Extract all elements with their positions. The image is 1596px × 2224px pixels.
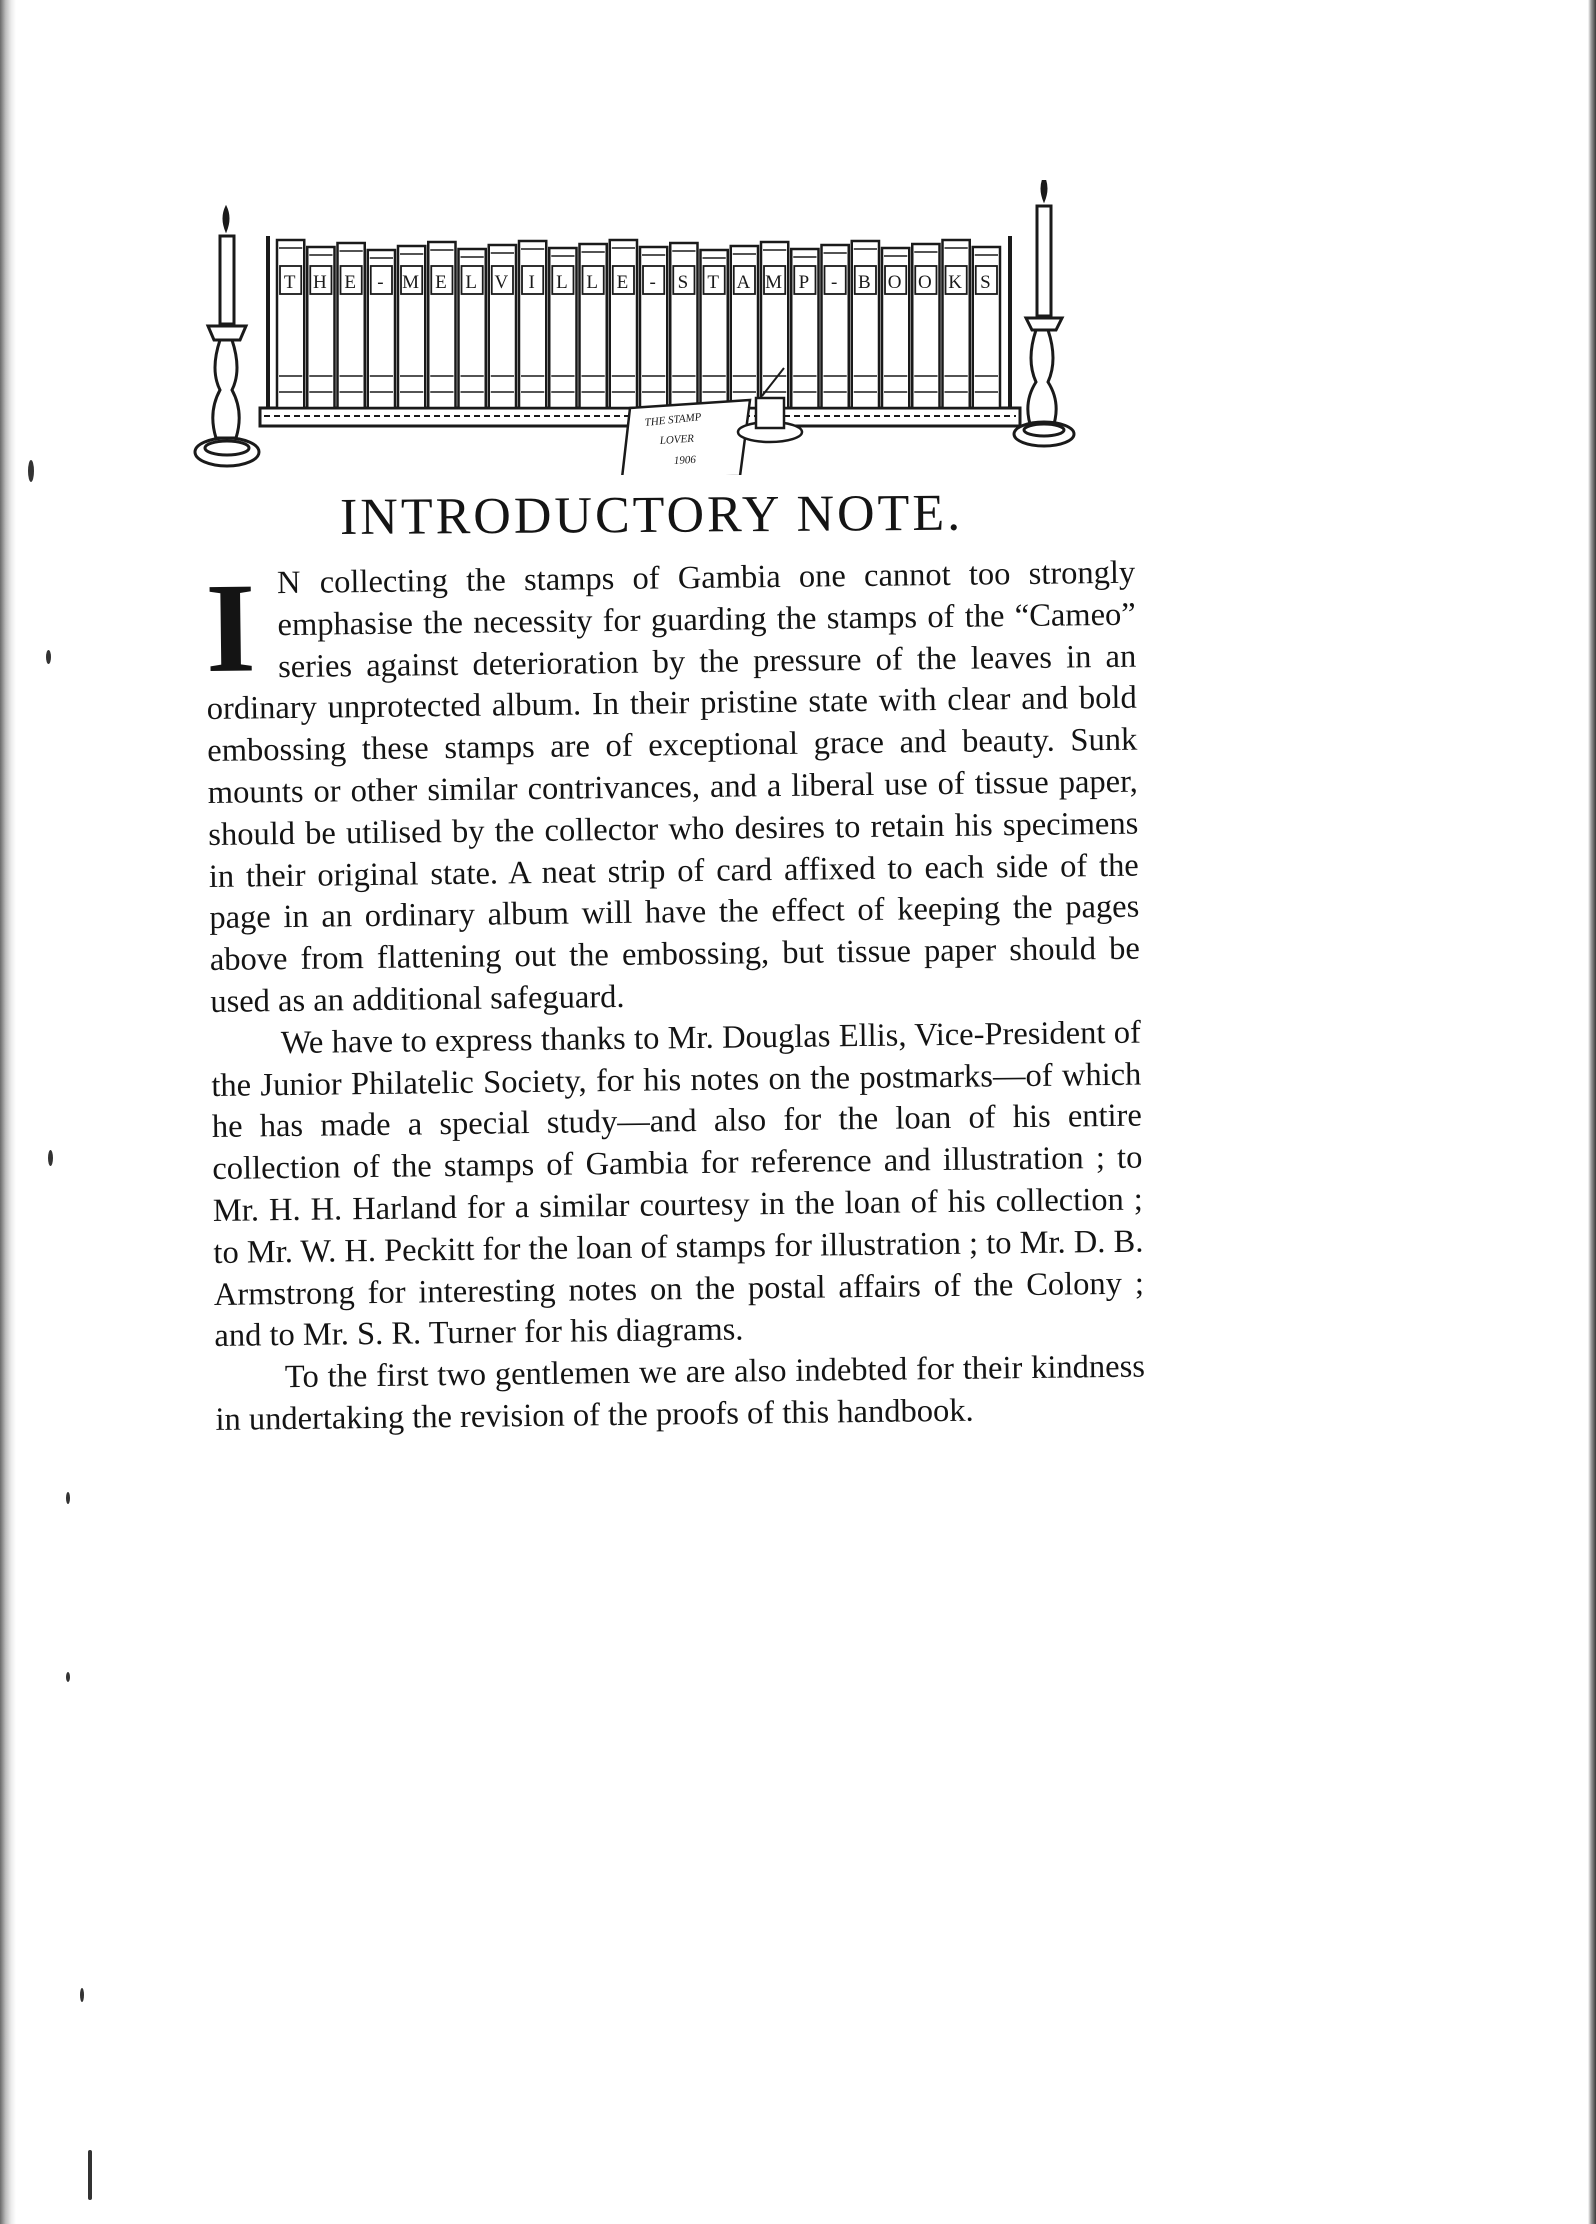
paragraph-1-text: collecting the stamps of Gambia one cannot too strongly emphasise the necessity for guarding the stamps of the “Cameo” series against deterioration by the pressure of the leaves in an ordinary unprotected album. In their pristine state with clear and bold embossing these stamps are of exceptional grace and beauty. Sunk mounts or other similar contrivances, and a liberal use of tissue paper, should be utilised by the collector who desires to retain his specimens in their original state. A neat strip of card affixed to each side of the page in an ordinary album will have the effect of keeping the pages above from flattening out the embossing, but tissue paper should be used as an additional safeguard. [206, 554, 1140, 1020]
spine-letter: V [494, 272, 509, 293]
scan-speck [80, 1988, 84, 2002]
spine-letter: - [377, 272, 384, 293]
scan-speck [28, 460, 34, 482]
scan-speck [66, 1672, 70, 1682]
scan-speck [46, 650, 51, 664]
spine-letter: - [830, 272, 838, 293]
spine-letter: L [586, 272, 598, 293]
paragraph-1 [205, 553, 1141, 1024]
spine-letter: I [528, 272, 535, 293]
left-candlestick-icon [195, 206, 259, 466]
spine-letter: M [402, 272, 420, 293]
card-line-1: THE STAMP [644, 411, 702, 429]
card-line-3: 1906 [673, 453, 697, 467]
spine-letter: E [344, 272, 356, 293]
spine-letter: O [918, 272, 932, 293]
spine-letter: S [980, 272, 991, 293]
spine-letter: L [556, 272, 568, 293]
scan-speck [66, 1492, 70, 1504]
spine-letter: E [616, 272, 629, 293]
spine-letter: K [948, 272, 962, 293]
spine-letter: E [435, 272, 447, 293]
paragraph-3: To the first two gentlemen we are also indebted for their kindness in undertaking the revision of the proofs of this handbook. [215, 1348, 1146, 1438]
page-title: INTRODUCTORY NOTE. [339, 484, 964, 546]
first-word-rest: N [276, 564, 302, 602]
scan-edge-right [1588, 0, 1596, 2224]
scan-edge-left [0, 0, 16, 2224]
scan-speck [48, 1150, 53, 1166]
spine-letter: A [736, 272, 751, 293]
spine-letter: T [707, 272, 719, 293]
spine-letter: S [677, 272, 689, 293]
book-spines [277, 240, 1000, 408]
bookshelf-ornament [190, 180, 1080, 475]
introductory-note-body [205, 553, 1146, 1442]
right-candlestick-icon [1014, 180, 1074, 446]
spine-letter: T [283, 272, 296, 293]
scan-speck [88, 2150, 92, 2200]
spine-letter: H [313, 272, 327, 293]
spine-letter: O [887, 272, 902, 293]
paragraph-2: We have to express thanks to Mr. Douglas Ellis, Vice-President of the Junior Philatelic Society, for his notes on the postmarks—of which he has made a special study—and also for the loan of his entire collection of the stamps of Gambia for reference and illustration ; to Mr. H. H. Harland for a similar courtesy in the loan of his collection ; to Mr. W. H. Peckitt for the loan of stamps for illustration ; to Mr. D. B. Armstrong for interesting notes on the postal affairs of the Colony ; and to Mr. S. R. Turner for his diagrams. [211, 1014, 1145, 1355]
spine-letter: - [649, 272, 656, 293]
card-line-2: LOVER [659, 432, 695, 447]
spine-letter: L [465, 272, 477, 293]
spine-letter: M [765, 272, 783, 293]
spine-letter: B [858, 272, 871, 293]
drop-cap: I [204, 556, 257, 699]
spine-letter: P [798, 272, 810, 293]
